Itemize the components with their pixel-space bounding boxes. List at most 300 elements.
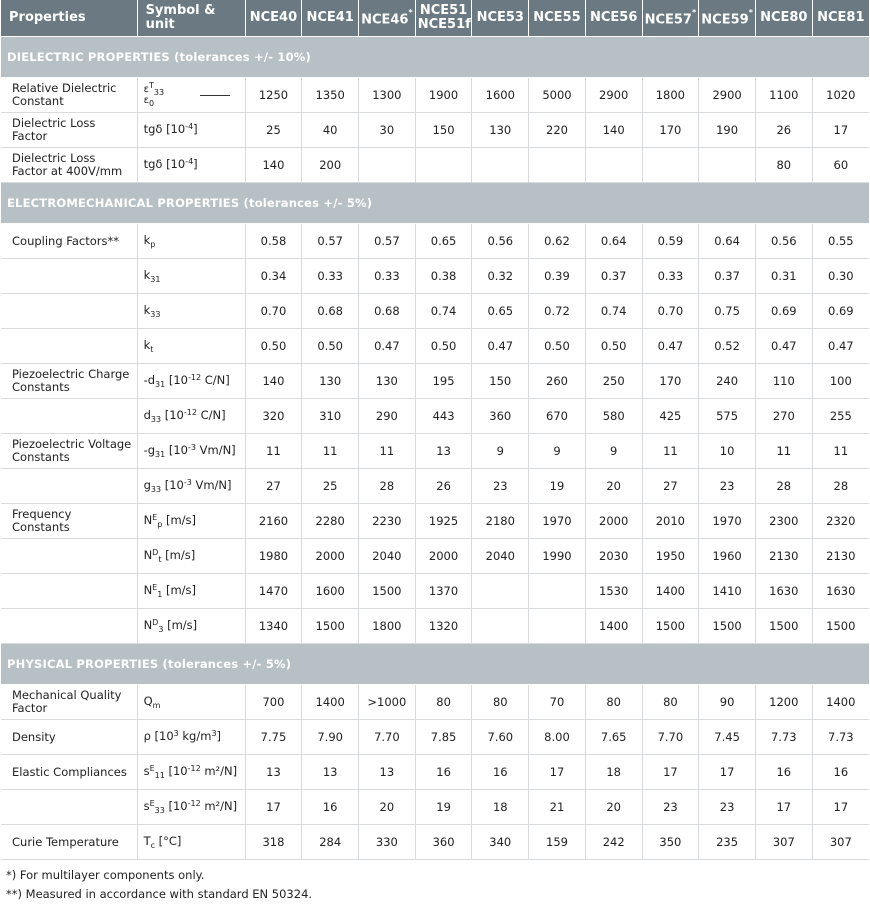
header-material-nce57 xyxy=(642,0,699,37)
value-cell: 0.47 xyxy=(472,329,529,364)
value-cell: 1100 xyxy=(755,78,812,113)
symbol-part: g xyxy=(143,478,151,492)
value-cell: 0.32 xyxy=(472,259,529,294)
value-cell: 23 xyxy=(642,790,699,825)
symbol-unit-cell xyxy=(137,329,245,364)
value-cell: 0.55 xyxy=(812,224,869,259)
property-label: Coupling Factors** xyxy=(1,224,137,259)
symbol-part: 3 xyxy=(211,729,217,738)
value-cell: 28 xyxy=(812,469,869,504)
value-cell: 1630 xyxy=(755,574,812,609)
symbol-unit-cell xyxy=(137,78,245,113)
value-cell: 18 xyxy=(585,755,642,790)
symbol-part: 33 xyxy=(150,415,162,424)
symbol-part: k xyxy=(143,268,151,282)
value-cell: 0.74 xyxy=(415,294,472,329)
symbol-part: [m/s] xyxy=(162,513,197,527)
value-cell: 2000 xyxy=(302,539,359,574)
symbol-unit-cell xyxy=(137,504,245,539)
table-row xyxy=(1,434,869,469)
value-cell: 0.34 xyxy=(245,259,302,294)
property-label: Mechanical Quality Factor xyxy=(1,685,137,720)
table-row xyxy=(1,113,869,148)
value-cell: 11 xyxy=(642,434,699,469)
symbol-den: ε xyxy=(143,95,149,106)
value-cell: 9 xyxy=(472,434,529,469)
value-cell: 0.33 xyxy=(359,259,416,294)
symbol-unit-cell xyxy=(137,825,245,860)
value-cell: 1410 xyxy=(699,574,756,609)
symbol-part: -3 xyxy=(183,478,192,487)
material-properties-table xyxy=(1,0,869,860)
property-label xyxy=(1,259,137,294)
value-cell: 235 xyxy=(699,825,756,860)
symbol-part: s xyxy=(143,799,150,813)
value-cell: 5000 xyxy=(529,78,586,113)
value-cell: 17 xyxy=(245,790,302,825)
value-cell: 170 xyxy=(642,113,699,148)
value-cell: 80 xyxy=(415,685,472,720)
material-name: NCE56 xyxy=(589,10,638,25)
value-cell: 1990 xyxy=(529,539,586,574)
value-cell: 1900 xyxy=(415,78,472,113)
symbol-part: [10 xyxy=(164,764,188,778)
symbol-part: E xyxy=(152,513,158,522)
value-cell: 2000 xyxy=(585,504,642,539)
value-cell: 1500 xyxy=(755,609,812,644)
value-cell: 2160 xyxy=(245,504,302,539)
value-cell: 1970 xyxy=(699,504,756,539)
value-cell: 11 xyxy=(245,434,302,469)
header-material-nce53 xyxy=(472,0,529,37)
value-cell: 2230 xyxy=(359,504,416,539)
value-cell: 80 xyxy=(585,685,642,720)
section-header-row xyxy=(1,37,869,78)
value-cell: 1320 xyxy=(415,609,472,644)
value-cell: 0.56 xyxy=(472,224,529,259)
value-cell: 16 xyxy=(755,755,812,790)
value-cell: 10 xyxy=(699,434,756,469)
symbol-part: tgδ [10 xyxy=(143,122,186,136)
symbol-unit-cell xyxy=(137,539,245,574)
symbol-part: Vm/N] xyxy=(195,443,236,457)
table-row xyxy=(1,399,869,434)
symbol-part: 1 xyxy=(157,590,163,599)
value-cell: 200 xyxy=(302,148,359,183)
value-cell: 9 xyxy=(529,434,586,469)
value-cell: 2040 xyxy=(472,539,529,574)
table-row xyxy=(1,539,869,574)
header-properties: Properties xyxy=(1,0,137,37)
symbol-part: ] xyxy=(193,122,198,136)
value-cell: 307 xyxy=(755,825,812,860)
symbol-part: E xyxy=(152,583,158,592)
header-material-nce56 xyxy=(585,0,642,37)
value-cell: 1340 xyxy=(245,609,302,644)
symbol-part: kg/m xyxy=(178,729,212,743)
table-row xyxy=(1,825,869,860)
value-cell: 0.58 xyxy=(245,224,302,259)
value-cell: 7.70 xyxy=(642,720,699,755)
value-cell xyxy=(359,148,416,183)
symbol-part: T xyxy=(143,834,151,848)
symbol-part: p xyxy=(150,240,156,249)
value-cell: 130 xyxy=(302,364,359,399)
symbol-part: p xyxy=(157,520,163,529)
value-cell: 13 xyxy=(302,755,359,790)
value-cell: 310 xyxy=(302,399,359,434)
value-cell: 140 xyxy=(585,113,642,148)
table-row xyxy=(1,720,869,755)
value-cell: 0.50 xyxy=(529,329,586,364)
value-cell: 0.57 xyxy=(302,224,359,259)
symbol-part: s xyxy=(143,764,150,778)
section-header-row xyxy=(1,183,869,224)
fraction-numerator xyxy=(143,81,165,97)
value-cell: 17 xyxy=(699,755,756,790)
value-cell: 2900 xyxy=(699,78,756,113)
value-cell: 1800 xyxy=(359,609,416,644)
material-name: NCE51 xyxy=(419,3,468,18)
symbol-part: N xyxy=(143,513,153,527)
value-cell: 60 xyxy=(812,148,869,183)
value-cell: 1470 xyxy=(245,574,302,609)
property-label xyxy=(1,469,137,504)
value-cell: 0.37 xyxy=(585,259,642,294)
value-cell: 2010 xyxy=(642,504,699,539)
value-cell: 1250 xyxy=(245,78,302,113)
value-cell: 670 xyxy=(529,399,586,434)
value-cell: 1800 xyxy=(642,78,699,113)
symbol-part: [m/s] xyxy=(162,583,197,597)
symbol-part: [10 xyxy=(164,799,188,813)
symbol-part: 33 xyxy=(150,485,162,494)
property-label: Dielectric Loss Factor at 400V/mm xyxy=(1,148,137,183)
symbol-part: m²/N] xyxy=(200,799,238,813)
value-cell xyxy=(585,148,642,183)
symbol-sub: 33 xyxy=(153,88,165,97)
property-label: Curie Temperature xyxy=(1,825,137,860)
header-material-nce51 xyxy=(415,0,472,37)
header-material-nce55 xyxy=(529,0,586,37)
material-name: NCE80 xyxy=(760,10,808,25)
table-row xyxy=(1,469,869,504)
material-name: NCE40 xyxy=(249,10,298,25)
value-cell: 1500 xyxy=(812,609,869,644)
value-cell: 0.52 xyxy=(699,329,756,364)
value-cell: 11 xyxy=(755,434,812,469)
symbol-part: 3 xyxy=(173,729,179,738)
value-cell: 1400 xyxy=(812,685,869,720)
value-cell: 1600 xyxy=(472,78,529,113)
value-cell: 0.72 xyxy=(529,294,586,329)
value-cell: 425 xyxy=(642,399,699,434)
value-cell: 140 xyxy=(245,364,302,399)
value-cell: 0.47 xyxy=(359,329,416,364)
value-cell: 220 xyxy=(529,113,586,148)
symbol-part: D xyxy=(152,548,159,557)
value-cell: 100 xyxy=(812,364,869,399)
value-cell: 7.73 xyxy=(812,720,869,755)
section-header-row xyxy=(1,644,869,685)
symbol-part: -d xyxy=(143,373,156,387)
value-cell: 17 xyxy=(529,755,586,790)
symbol-unit-cell xyxy=(137,364,245,399)
table-row xyxy=(1,609,869,644)
value-cell: 0.37 xyxy=(699,259,756,294)
value-cell: 0.59 xyxy=(642,224,699,259)
multilayer-note-mark: * xyxy=(691,7,697,17)
value-cell: 130 xyxy=(472,113,529,148)
value-cell: 16 xyxy=(302,790,359,825)
material-name: NCE41 xyxy=(306,10,354,25)
symbol-unit-cell xyxy=(137,720,245,755)
value-cell: 27 xyxy=(245,469,302,504)
symbol-unit-cell xyxy=(137,574,245,609)
value-cell: 7.73 xyxy=(755,720,812,755)
header-material-nce46 xyxy=(359,0,416,37)
symbol-part: Vm/N] xyxy=(191,478,232,492)
footnote-multilayer: *) For multilayer components only. xyxy=(6,868,205,882)
value-cell: 25 xyxy=(302,469,359,504)
value-cell: 330 xyxy=(359,825,416,860)
value-cell: 1300 xyxy=(359,78,416,113)
value-cell: 159 xyxy=(529,825,586,860)
value-cell: 0.65 xyxy=(472,294,529,329)
value-cell: 250 xyxy=(585,364,642,399)
value-cell: 0.39 xyxy=(529,259,586,294)
value-cell: 7.90 xyxy=(302,720,359,755)
property-label xyxy=(1,609,137,644)
value-cell: 7.60 xyxy=(472,720,529,755)
header-material-nce59 xyxy=(699,0,756,37)
value-cell: 1500 xyxy=(699,609,756,644)
value-cell: 1350 xyxy=(302,78,359,113)
value-cell: 0.75 xyxy=(699,294,756,329)
value-cell: 18 xyxy=(472,790,529,825)
value-cell: 20 xyxy=(359,790,416,825)
value-cell: 26 xyxy=(755,113,812,148)
value-cell xyxy=(699,148,756,183)
section-title: PHYSICAL PROPERTIES (tolerances +/- 5%) xyxy=(1,644,869,685)
material-name-alt: NCE51f xyxy=(417,17,471,32)
property-label xyxy=(1,329,137,364)
symbol-part: k xyxy=(143,233,151,247)
symbol-unit-cell xyxy=(137,399,245,434)
value-cell: 1960 xyxy=(699,539,756,574)
multilayer-note-mark: * xyxy=(408,7,413,17)
value-cell: 1500 xyxy=(359,574,416,609)
value-cell: 2320 xyxy=(812,504,869,539)
symbol-part: 33 xyxy=(154,806,165,815)
value-cell: 11 xyxy=(302,434,359,469)
value-cell: 9 xyxy=(585,434,642,469)
value-cell: 21 xyxy=(529,790,586,825)
value-cell: 195 xyxy=(415,364,472,399)
value-cell: 700 xyxy=(245,685,302,720)
table-row xyxy=(1,294,869,329)
value-cell: 17 xyxy=(642,755,699,790)
value-cell: 150 xyxy=(415,113,472,148)
value-cell: 13 xyxy=(245,755,302,790)
symbol-unit-cell xyxy=(137,224,245,259)
property-label: Piezoelectric Voltage Constants xyxy=(1,434,137,469)
property-label: Frequency Constants xyxy=(1,504,137,539)
value-cell: 1020 xyxy=(812,78,869,113)
symbol-part: ] xyxy=(193,157,198,171)
value-cell: 7.75 xyxy=(245,720,302,755)
value-cell: 2180 xyxy=(472,504,529,539)
value-cell: 80 xyxy=(642,685,699,720)
value-cell: 0.47 xyxy=(642,329,699,364)
value-cell: 16 xyxy=(472,755,529,790)
property-label xyxy=(1,790,137,825)
value-cell: 1400 xyxy=(642,574,699,609)
symbol-part: N xyxy=(143,548,153,562)
symbol-part: [10 xyxy=(165,373,188,387)
header-material-nce41 xyxy=(302,0,359,37)
value-cell: 0.64 xyxy=(699,224,756,259)
value-cell: 70 xyxy=(529,685,586,720)
symbol-part: -12 xyxy=(187,764,201,773)
symbol-part: ] xyxy=(216,729,222,743)
multilayer-note-mark: * xyxy=(748,7,753,17)
symbol-unit-cell xyxy=(137,259,245,294)
value-cell: 580 xyxy=(585,399,642,434)
value-cell: 2130 xyxy=(812,539,869,574)
symbol-part: m²/N] xyxy=(200,764,238,778)
table-row xyxy=(1,504,869,539)
symbol-part: 3 xyxy=(158,625,164,634)
property-label xyxy=(1,539,137,574)
value-cell: 360 xyxy=(472,399,529,434)
value-cell: 13 xyxy=(359,755,416,790)
symbol-part: C/N] xyxy=(196,408,226,422)
symbol-part: N xyxy=(143,583,153,597)
value-cell: 0.64 xyxy=(585,224,642,259)
value-cell xyxy=(529,148,586,183)
section-title: DIELECTRIC PROPERTIES (tolerances +/- 10%) xyxy=(1,37,869,78)
symbol-part: [m/s] xyxy=(163,618,198,632)
value-cell: 150 xyxy=(472,364,529,399)
symbol-part: c xyxy=(150,841,155,850)
symbol-part: [10 xyxy=(165,443,188,457)
value-cell: 443 xyxy=(415,399,472,434)
value-cell: 0.69 xyxy=(755,294,812,329)
header-material-nce40 xyxy=(245,0,302,37)
value-cell: 284 xyxy=(302,825,359,860)
value-cell: 1980 xyxy=(245,539,302,574)
symbol-part: 33 xyxy=(150,310,161,319)
value-cell: 0.62 xyxy=(529,224,586,259)
symbol-part: E xyxy=(149,799,155,808)
value-cell xyxy=(472,609,529,644)
value-cell: 0.68 xyxy=(359,294,416,329)
value-cell: 17 xyxy=(755,790,812,825)
value-cell xyxy=(415,148,472,183)
value-cell: 0.70 xyxy=(245,294,302,329)
property-label xyxy=(1,399,137,434)
header-material-nce80 xyxy=(755,0,812,37)
value-cell: 80 xyxy=(472,685,529,720)
property-label: Density xyxy=(1,720,137,755)
value-cell: 1400 xyxy=(302,685,359,720)
symbol-part: -3 xyxy=(187,443,196,452)
value-cell: 26 xyxy=(415,469,472,504)
value-cell: 2000 xyxy=(415,539,472,574)
value-cell: 1200 xyxy=(755,685,812,720)
material-name: NCE46 xyxy=(361,12,409,28)
material-name: NCE59 xyxy=(701,12,749,28)
symbol-part: k xyxy=(143,338,151,352)
value-cell: 1630 xyxy=(812,574,869,609)
value-cell: 11 xyxy=(359,434,416,469)
symbol-part: ρ [10 xyxy=(143,729,174,743)
symbol-part: D xyxy=(152,618,159,627)
value-cell: 8.00 xyxy=(529,720,586,755)
value-cell: 1970 xyxy=(529,504,586,539)
property-label: Elastic Compliances xyxy=(1,755,137,790)
value-cell: 13 xyxy=(415,434,472,469)
table-row xyxy=(1,329,869,364)
value-cell: 170 xyxy=(642,364,699,399)
table-row xyxy=(1,259,869,294)
symbol-unit-cell xyxy=(137,685,245,720)
symbol-unit-cell xyxy=(137,148,245,183)
symbol-part: k xyxy=(143,303,151,317)
value-cell: 0.33 xyxy=(302,259,359,294)
table-row xyxy=(1,755,869,790)
symbol-part: t xyxy=(158,555,162,564)
value-cell: 130 xyxy=(359,364,416,399)
value-cell: 0.50 xyxy=(585,329,642,364)
material-name: NCE81 xyxy=(817,10,865,25)
value-cell: 20 xyxy=(585,790,642,825)
value-cell: 25 xyxy=(245,113,302,148)
value-cell: 0.50 xyxy=(415,329,472,364)
symbol-part: [10 xyxy=(161,478,184,492)
value-cell: 90 xyxy=(699,685,756,720)
material-name: NCE57 xyxy=(644,12,692,28)
value-cell: 242 xyxy=(585,825,642,860)
value-cell: 290 xyxy=(359,399,416,434)
value-cell: 1600 xyxy=(302,574,359,609)
symbol-unit-cell xyxy=(137,755,245,790)
value-cell: 19 xyxy=(415,790,472,825)
value-cell: 0.68 xyxy=(302,294,359,329)
symbol-part: -12 xyxy=(187,799,201,808)
property-label xyxy=(1,294,137,329)
value-cell: 1500 xyxy=(302,609,359,644)
value-cell: 0.74 xyxy=(585,294,642,329)
fraction-line xyxy=(200,95,230,96)
value-cell: 7.85 xyxy=(415,720,472,755)
symbol-part: -g xyxy=(143,443,156,457)
value-cell: 1925 xyxy=(415,504,472,539)
value-cell: 0.56 xyxy=(755,224,812,259)
value-cell: 0.47 xyxy=(755,329,812,364)
value-cell: 0.33 xyxy=(642,259,699,294)
table-row xyxy=(1,78,869,113)
value-cell: 28 xyxy=(755,469,812,504)
value-cell: 307 xyxy=(812,825,869,860)
section-title: ELECTROMECHANICAL PROPERTIES (tolerances +/- 5%) xyxy=(1,183,869,224)
symbol-part: N xyxy=(143,618,153,632)
value-cell: 190 xyxy=(699,113,756,148)
value-cell: 0.70 xyxy=(642,294,699,329)
value-cell: 27 xyxy=(642,469,699,504)
value-cell: 0.65 xyxy=(415,224,472,259)
